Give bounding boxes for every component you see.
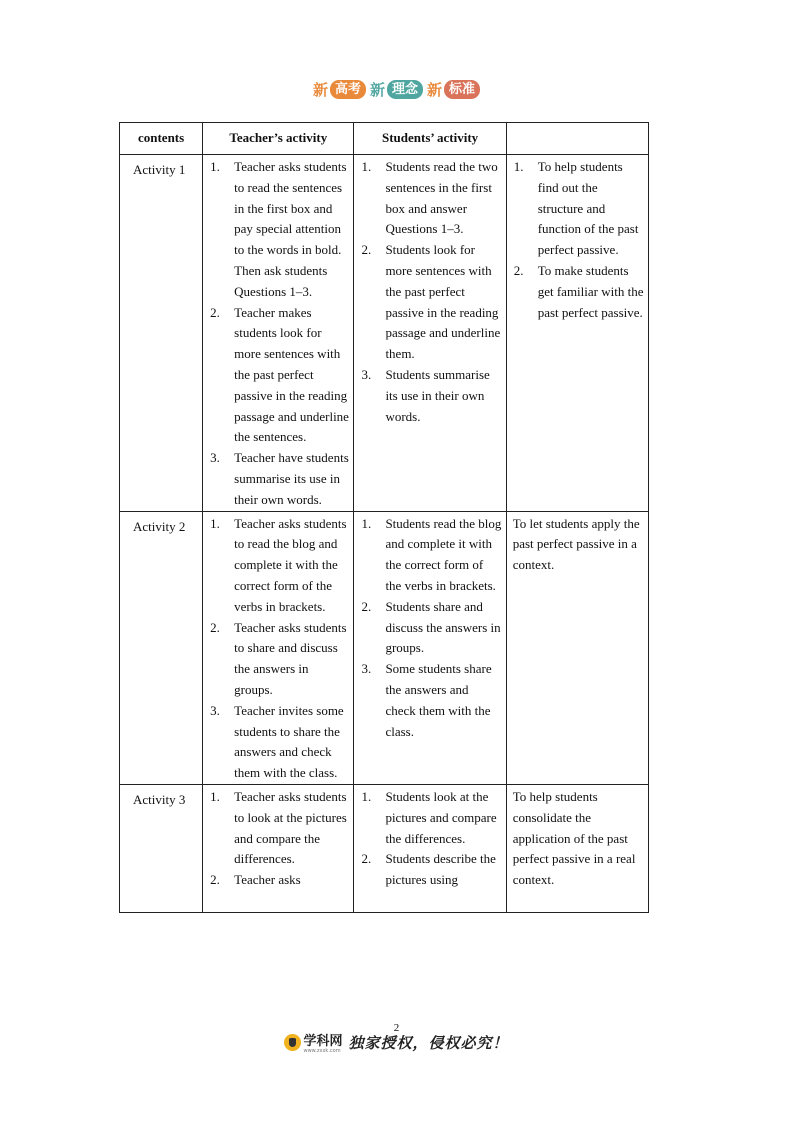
header-students-activity: Students’ activity: [354, 123, 506, 155]
list-item: 3. Teacher have students summarise its use in their own words.: [210, 450, 349, 507]
list-item: 2. Teacher asks students to share and discuss the answers in groups.: [210, 619, 347, 697]
teacher-activity-cell: [203, 155, 354, 512]
list-item: 2. Students describe the pictures using: [361, 851, 496, 888]
list-item: 1. Teacher asks students to read the sentences in the first box and pay special attention to the words in bold. Then ask students Questions 1–3.: [210, 159, 347, 299]
page-number: 2: [393, 1022, 400, 1034]
header-new-char: 新: [312, 81, 328, 99]
header-pill: 标准: [444, 80, 480, 99]
list-item: 2. Students look for more sentences with the past perfect passive in the reading passage and underline them.: [361, 242, 501, 362]
purpose-cell: [506, 155, 648, 512]
students-activity-cell: [354, 784, 506, 912]
copyright-slogan: 独家授权，侵权必究！: [348, 1033, 509, 1052]
teacher-activity-cell: [203, 784, 354, 912]
list-item: 3. Teacher invites some students to share the answers and check them with the class.: [210, 702, 344, 781]
page-header: [0, 79, 793, 100]
header-pill: 高考: [330, 80, 366, 99]
table-row: [120, 155, 649, 512]
purpose-cell: To help students consolidate the application of the past perfect passive in a real context.: [506, 784, 648, 912]
table-header-row: [120, 123, 649, 155]
activity-label: Activity 1: [120, 155, 203, 512]
header-pill: 理念: [387, 80, 423, 99]
list-item: 2. To make students get familiar with the past perfect passive.: [513, 262, 644, 320]
list-item: 1. Students read the blog and complete it with the correct form of the verbs in brackets.: [361, 515, 502, 593]
activity-label: Activity 3: [120, 784, 203, 912]
purpose-cell: To let students apply the past perfect passive in a context.: [506, 511, 648, 784]
page-footer: [0, 1030, 793, 1054]
header-group-linian: [370, 79, 423, 100]
header-new-char: 新: [369, 81, 385, 99]
list-item: 1. Students read the two sentences in the first box and answer Questions 1–3.: [361, 159, 498, 237]
list-item: 1. Students look at the pictures and compare the differences.: [361, 788, 497, 846]
table-row: [120, 784, 649, 912]
list-item: 2. Teacher asks: [210, 872, 301, 888]
header-purpose: [506, 123, 648, 155]
students-activity-cell: [354, 511, 506, 784]
header-teacher-activity: Teacher’s activity: [203, 123, 354, 155]
activity-label: Activity 2: [120, 511, 203, 784]
lesson-plan-table: [119, 122, 649, 913]
header-contents: contents: [120, 123, 203, 155]
header-new-char: 新: [427, 81, 443, 99]
header-group-gaokao: [313, 79, 366, 100]
list-item: 2. Students share and discuss the answers in groups.: [361, 598, 501, 656]
table-row: [120, 511, 649, 784]
students-activity-cell: [354, 155, 506, 512]
list-item: 1. Teacher asks students to read the blog and complete it with the correct form of the verbs in brackets.: [210, 515, 347, 614]
list-item: 1. To help students find out the structure and function of the past perfect passive.: [513, 159, 639, 258]
list-item: 3. Some students share the answers and check them with the class.: [361, 661, 492, 739]
logo-text: 学科网 www.zxxk.com: [303, 1034, 343, 1054]
teacher-activity-cell: [203, 511, 354, 784]
list-item: 3. Students summarise its use in their own words.: [361, 366, 490, 424]
site-logo: [284, 1030, 342, 1054]
header-group-biaozhun: [427, 79, 480, 100]
list-item: 2. Teacher makes students look for more sentences with the past perfect passive in the reading passage and underline the sentences.: [210, 304, 349, 445]
mascot-icon: [284, 1034, 301, 1051]
list-item: 1. Teacher asks students to look at the pictures and compare the differences.: [210, 788, 347, 867]
